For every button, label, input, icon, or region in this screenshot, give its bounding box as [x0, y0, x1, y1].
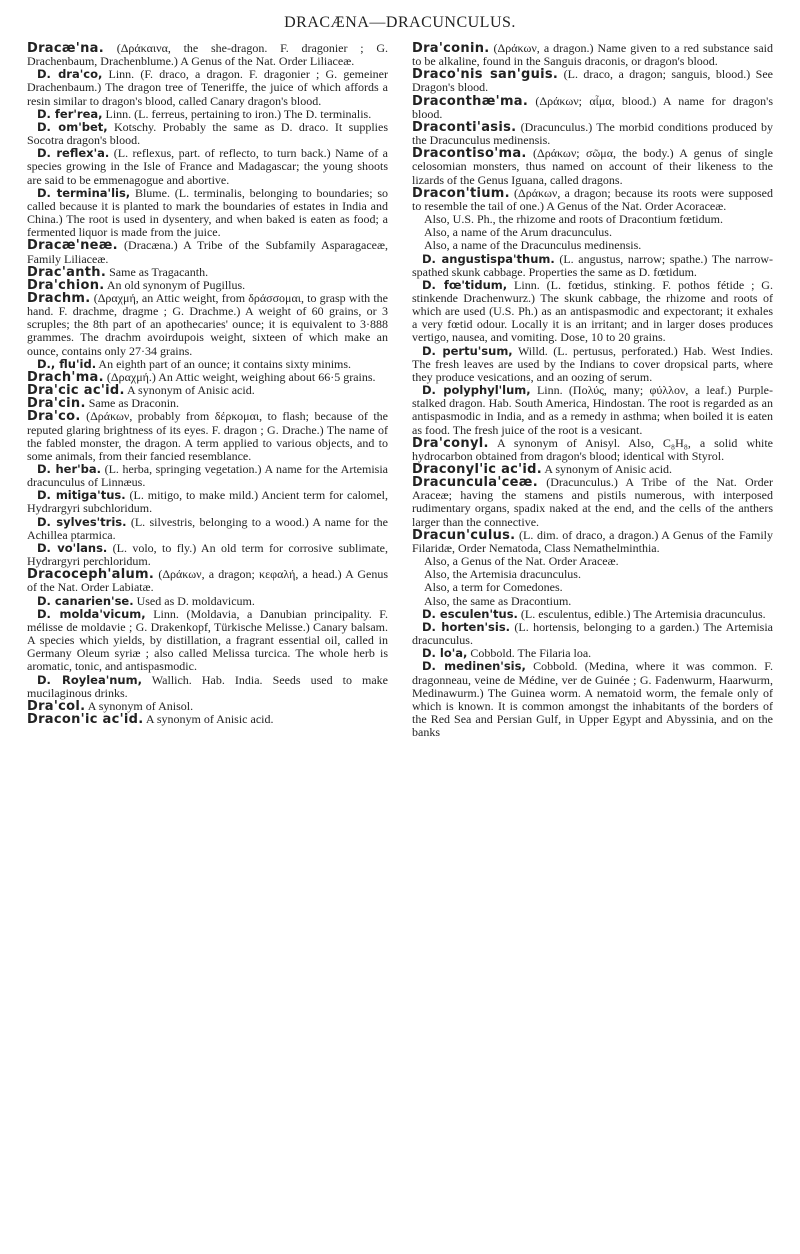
entry-headword: Dra'cic ac'id.: [27, 383, 125, 399]
entry-text: A synonym of Anisol.: [85, 698, 194, 713]
entry-text: Same as Tragacanth.: [106, 264, 209, 279]
entry-headword: D. lo'a,: [422, 646, 468, 661]
entry-text: (L. dim. of draco, a dragon.) A Genus of the Family Filaridæ, Order Nematoda, Class Nemathelminthia.: [412, 527, 773, 555]
entry-headword: D. reflex'a.: [37, 146, 110, 161]
entry-text: Same as Draconin.: [85, 396, 180, 411]
entry-headword: Drac'anth.: [27, 264, 107, 280]
entry-text: An eighth part of an ounce; it contains sixty minims.: [96, 356, 352, 371]
entry-headword: Dracon'tium.: [412, 185, 510, 201]
entry-headword: Dra'co.: [27, 409, 81, 425]
dictionary-entry: [412, 384, 773, 437]
entry-text: Blume. (L. terminalis, belonging to boundaries; so called because it is planted to mark the boundaries of estates in India and China.) The root is used in dysentery, and when baked is eaten as food; a fermented liquor is made from the juice.: [27, 185, 388, 240]
dictionary-entry: [412, 476, 773, 529]
entry-headword: Drachm.: [27, 290, 91, 306]
entry-text: (Dracunculus.) A Tribe of the Nat. Order Araceæ; having the stamens and pistils numerous, with interposed rudimentary organs, spadix naked at the end, and the cells of the anthers larger than the connective.: [412, 475, 773, 529]
entry-text: (Δράκων, a dragon.) Name given to a red substance said to be alkaline, found in the Sanguis draconis, or dragon's blood.: [412, 42, 773, 69]
dictionary-entry: [412, 147, 773, 186]
dictionary-entry: [412, 621, 773, 647]
entry-text: (L. draco, a dragon; sanguis, blood.) See Dragon's blood.: [412, 67, 773, 95]
left-column: [27, 42, 388, 1242]
entry-text: (Δράκαινα, the she-dragon. F. dragonier ; G. Drachenbaum, Drachenblume.) A Genus of the Nat. Order Liliaceæ.: [27, 42, 388, 69]
entry-text: (Δράκων; σῶμα, the body.) A genus of single celosomian monsters, thus named on account of their likeness to the lizards of the Genus Iguana, called dragons.: [412, 146, 773, 187]
entry-headword: Dracuncula'ceæ.: [412, 475, 538, 491]
dictionary-entry: [412, 660, 773, 739]
dictionary-entry: [27, 147, 388, 186]
entry-text: Also, a Genus of the Nat. Order Araceæ.: [424, 554, 619, 569]
entry-headword: D., flu'id.: [37, 356, 97, 371]
entry-text: (L. volo, to fly.) An old term for corrosive sublimate, Hydrargyri perchloridum.: [27, 540, 388, 569]
page-header: DRACÆNA—DRACUNCULUS.: [284, 14, 516, 31]
entry-headword: Draco'nis san'guis.: [412, 67, 559, 83]
dictionary-entry: [412, 437, 773, 463]
entry-text: Also, a term for Comedones.: [424, 580, 563, 595]
entry-headword: D. fer'rea,: [37, 106, 103, 121]
dictionary-entry: [27, 463, 388, 489]
entry-text: A synonym of Anisyl. Also, C₈H₈, a solid white hydrocarbon obtained from dragon's blood; identical with Styrol.: [412, 435, 773, 463]
entry-headword: Dracæ'neæ.: [27, 238, 118, 254]
entry-headword: Dracun'culus.: [412, 527, 516, 543]
entry-headword: Drach'ma.: [27, 369, 104, 385]
entry-text: An old synonym of Pugillus.: [104, 277, 246, 292]
entry-text: Linn. (L. fœtidus, stinking. F. pothos fétide ; G. stinkende Drachenwurz.) The skunk cabbage, the rhizome and roots of which are used (U.S. Ph.) as an antispasmodic and expectorant; it exhales a very fœtid odour. Locally it is an irritant; and in larger doses produces vertigo, nausea, and vomiting. Dose, 10 to 20 grains.: [412, 277, 773, 345]
entry-headword: Dracæ'na.: [27, 42, 104, 56]
entry-text: Also, the Artemisia dracunculus.: [424, 567, 581, 582]
entry-headword: Dra'col.: [27, 698, 86, 714]
entry-text: (L. esculentus, edible.) The Artemisia dracunculus.: [517, 606, 766, 621]
entry-headword: D. her'ba.: [37, 462, 102, 476]
entry-headword: D. medinen'sis,: [422, 659, 526, 674]
entry-headword: Dra'chion.: [27, 277, 105, 293]
entry-headword: D. canarien'se.: [37, 593, 134, 608]
entry-headword: D. angustispa'thum.: [422, 251, 555, 266]
entry-text: (Dracunculus.) The morbid conditions produced by the Dracunculus medinensis.: [412, 119, 773, 148]
dictionary-entry: [412, 68, 773, 94]
dictionary-entry: [412, 279, 773, 345]
entry-text: Linn. (Πολύς, many; φύλλον, a leaf.) Purple-stalked dragon. Hab. South America, Hindostan. The root is regarded as an antispasmodic in India, and as a remedy in asthma; when boiled it is eaten as food. The fresh juice of the root is a vesicant.: [412, 383, 773, 437]
dictionary-entry: [412, 42, 773, 68]
entry-headword: D. horten'sis.: [422, 619, 511, 634]
entry-headword: Dracon'ic ac'id.: [27, 711, 144, 727]
entry-headword: D. dra'co,: [37, 67, 103, 82]
entry-headword: D. om'bet,: [37, 119, 108, 134]
entry-headword: Draconyl'ic ac'id.: [412, 462, 543, 477]
dictionary-entry: [27, 410, 388, 463]
dictionary-entry: [27, 542, 388, 568]
dictionary-entry: [412, 95, 773, 121]
entry-headword: D. polyphyl'lum,: [422, 383, 531, 398]
entry-text: Also, U.S. Ph., the rhizome and roots of Dracontium fœtidum.: [424, 212, 723, 227]
entry-text: (L. angustus, narrow; spathe.) The narrow-spathed skunk cabbage. Properties the same as D. fœtidum.: [412, 251, 773, 279]
entry-headword: Dra'conyl.: [412, 435, 489, 451]
dictionary-entry: [412, 345, 773, 384]
dictionary-entry: [412, 529, 773, 555]
entry-headword: Dracontiso'ma.: [412, 146, 527, 162]
entry-text: (L. hortensis, belonging to a garden.) The Artemisia dracunculus.: [412, 619, 773, 648]
entry-headword: D. Roylea'num,: [37, 672, 142, 687]
entry-headword: D. termina'lis,: [37, 185, 131, 200]
entry-text: (Δράκων, probably from δέρκομαι, to flash; because of the reputed glaring brightness of its eyes. F. dragon ; G. Drache.) The name of the fabled monster, the dragon. A term applied to various objects, and to some animals, from their fancied resemblance.: [27, 409, 388, 463]
entry-text: (L. silvestris, belonging to a wood.) A name for the Achillea ptarmica.: [27, 514, 388, 542]
dictionary-entry: [412, 121, 773, 147]
entry-text: Wallich. Hab. India. Seeds used to make mucilaginous drinks.: [27, 672, 388, 700]
entry-headword: D. pertu'sum,: [422, 343, 513, 358]
entry-headword: D. fœ'tidum,: [422, 277, 508, 292]
entry-text: (Δράκων, a dragon; because its roots were supposed to resemble the tail of one.) A Genus of the Nat. Order Acoraceæ.: [412, 185, 773, 213]
entry-text: Linn. (L. ferreus, pertaining to iron.) The D. terminalis.: [102, 106, 372, 121]
entry-headword: Dracoceph'alum.: [27, 567, 155, 583]
entry-text: (L. herba, springing vegetation.) A name for the Artemisia dracunculus of Linnæus.: [27, 462, 388, 490]
entry-headword: D. molda'vicum,: [37, 606, 146, 621]
entry-headword: D. mitiga'tus.: [37, 488, 126, 503]
entry-text: Used as D. moldavicum.: [133, 593, 255, 608]
entry-text: Also, the same as Dracontium.: [424, 593, 572, 608]
entry-text: A synonym of Anisic acid.: [542, 462, 673, 476]
entry-headword: Dra'conin.: [412, 42, 490, 56]
dictionary-entry: [27, 121, 388, 147]
entry-headword: D. esculen'tus.: [422, 606, 518, 621]
dictionary-entry: [27, 489, 388, 515]
dictionary-entry: [27, 568, 388, 594]
entry-text: Cobbold. (Medina, where it was common. F. dragonneau, veine de Médine, ver de Guinée ; G. Fadenwurm, Haarwurm, Medinawurm.) The Guinea worm. A nematoid worm, the female only of which is known. It is common amongst the inhabitants of the borders of the Red Sea and Persian Gulf, in Upper Egypt and Abyssinia, and on the banks: [412, 659, 773, 740]
entry-text: Cobbold. The Filaria loa.: [467, 646, 592, 661]
entry-text: Linn. (F. draco, a dragon. F. dragonier ; G. gemeiner Drachenbaum.) The dragon tree of Teneriffe, the juice of which affords a resin similar to dragon's blood, called Canary dragon's blood.: [27, 67, 388, 108]
entry-text: (Δραχμή.) An Attic weight, weighing about 66·5 grains.: [103, 369, 376, 384]
dictionary-entry: [412, 253, 773, 279]
entry-text: Willd. (L. pertusus, perforated.) Hab. West Indies. The fresh leaves are used by the Indians to cover dropsical parts, where they produce vesications, and an oozing of serum.: [412, 343, 773, 384]
dictionary-entry: [27, 713, 388, 726]
entry-text: A synonym of Anisic acid.: [124, 383, 255, 398]
right-column: [412, 42, 773, 1242]
entry-headword: Draconti'asis.: [412, 119, 517, 135]
entry-headword: Dra'cin.: [27, 396, 86, 412]
entry-text: (Δράκων; αἷμα, blood.) A name for dragon's blood.: [412, 93, 773, 121]
dictionary-entry: [412, 187, 773, 213]
entry-text: (Dracæna.) A Tribe of the Subfamily Asparagaceæ, Family Liliaceæ.: [27, 238, 388, 266]
entry-text: Also, a name of the Dracunculus medinensis.: [424, 238, 642, 253]
entry-text: Also, a name of the Arum dracunculus.: [424, 225, 612, 240]
entry-headword: D. sylves'tris.: [37, 514, 127, 529]
dictionary-entry: [27, 608, 388, 674]
entry-text: Kotschy. Probably the same as D. draco. It supplies Socotra dragon's blood.: [27, 119, 388, 148]
dictionary-entry: [27, 516, 388, 542]
dictionary-entry: [27, 68, 388, 107]
entry-text: (L. mitigo, to make mild.) Ancient term for calomel, Hydrargyri subchloridum.: [27, 488, 388, 516]
dictionary-entry: [27, 42, 388, 68]
entry-text: Linn. (Moldavia, a Danubian principality. F. mélisse de moldavie ; G. Drakenkopf, Türkische Melisse.) Canary balsam. A species which yields, by distillation, a fragrant essential oil, called in Germany Oleum syriæ ; also called Melissa turcica. The whole herb is aromatic, tonic, and antispasmodic.: [27, 606, 388, 674]
dictionary-entry: [27, 674, 388, 700]
entry-text: (L. reflexus, part. of reflecto, to turn back.) Name of a species growing in the Isle of France and Madagascar; the young shoots are said to be emmenagogue and abortive.: [27, 146, 388, 187]
dictionary-entry: [27, 187, 388, 240]
entry-text: (Δράκων, a dragon; κεφαλή, a head.) A Genus of the Nat. Order Labiatæ.: [27, 567, 388, 595]
entry-headword: D. vo'lans.: [37, 540, 108, 555]
dictionary-entry: [27, 239, 388, 265]
entry-headword: Draconthæ'ma.: [412, 93, 529, 109]
dictionary-entry: [27, 292, 388, 358]
entry-text: A synonym of Anisic acid.: [143, 711, 274, 726]
entry-text: (Δραχμή, an Attic weight, from δράσσομαι, to grasp with the hand. F. drachme, dragme ; G. Drachme.) A weight of 60 grains, or 3 scruples; the 8th part of an apothecaries' ounce; it is equivalent to 3·888 grammes. The drachm avoirdupois weight, sixteen of which make an ounce, contains only 27·34 grains.: [27, 290, 388, 358]
